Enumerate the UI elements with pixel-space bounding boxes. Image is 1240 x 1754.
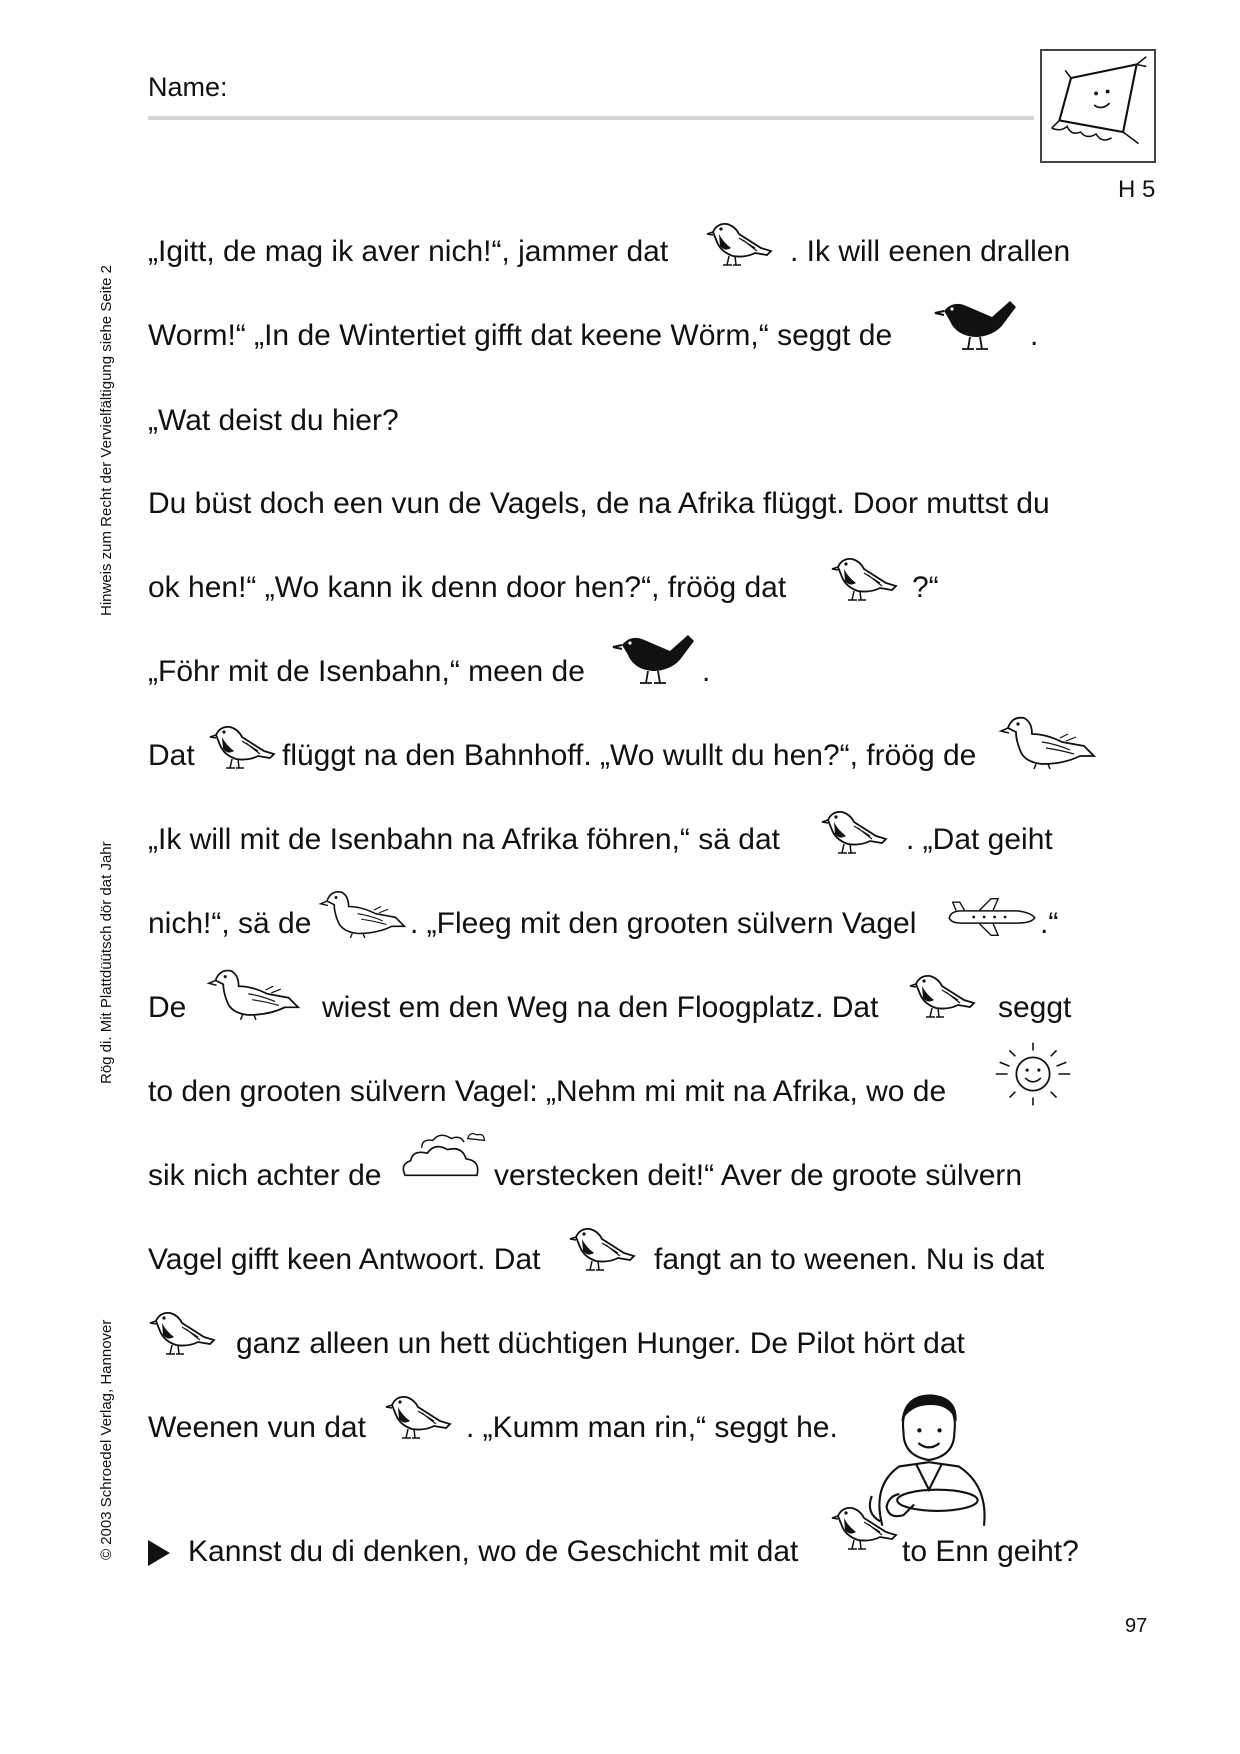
story-text: . Ik will eenen drallen: [790, 235, 1071, 268]
story-text: fangt an to weenen. Nu is dat: [654, 1243, 1045, 1276]
story-text: „Föhr mit de Isenbahn,“ meen de: [148, 655, 585, 688]
task-arrow-icon: [148, 1540, 170, 1566]
story-text: Dat: [148, 739, 195, 772]
story-text: nich!“, sä de: [148, 907, 312, 940]
task-text: Kannst du di denken, wo de Geschicht mit dat: [188, 1535, 799, 1568]
story-text: Du büst doch een vun de Vagels, de na Afrika flüggt. Door muttst du: [148, 487, 1050, 520]
dove-icon: [318, 878, 408, 944]
cloud-icon: [396, 1124, 488, 1188]
story-text: .“: [1040, 907, 1059, 940]
blackbird-icon: [612, 627, 702, 687]
name-label: Name:: [148, 72, 228, 102]
story-text: ?“: [912, 571, 939, 604]
copyright: © 2003 Schroedel Verlag, Hannover: [98, 1319, 115, 1560]
page-number: 97: [1125, 1615, 1148, 1637]
story-text: .: [1030, 319, 1039, 352]
kite-logo: [1040, 49, 1156, 163]
name-write-line: [148, 116, 1034, 120]
robin-icon: [820, 806, 890, 856]
robin-icon: [568, 1222, 638, 1274]
sheet-code: H 5: [1118, 176, 1156, 203]
story-text: sik nich achter de: [148, 1159, 382, 1192]
blackbird-icon: [934, 293, 1024, 353]
robin-icon: [148, 1306, 218, 1358]
book-title: Rög di. Mit Plattdüütsch dör dat Jahr: [98, 841, 115, 1084]
robin-icon: [384, 1390, 454, 1442]
story-text: Worm!“ „In de Wintertiet gifft dat keene Wörm,“ seggt de: [148, 319, 893, 352]
story-text: „Ik will mit de Isenbahn na Afrika föhren,“ sä dat: [148, 823, 780, 856]
robin-icon: [830, 553, 900, 603]
robin-icon: [908, 970, 978, 1020]
story-text: .: [702, 655, 711, 688]
robin-icon: [208, 720, 278, 772]
airplane-icon: [944, 894, 1040, 940]
story-text: Vagel gifft keen Antwoort. Dat: [148, 1243, 541, 1276]
story-text: wiest em den Weg na den Floogplatz. Dat: [322, 991, 879, 1024]
story-text: De: [148, 991, 187, 1024]
story-text: . „Kumm man rin,“ seggt he.: [466, 1411, 838, 1444]
dove-icon: [998, 704, 1098, 774]
robin-icon: [705, 218, 775, 268]
story-text: ganz alleen un hett düchtigen Hunger. De Pilot hört dat: [236, 1327, 965, 1360]
story-text: . „Dat geiht: [906, 823, 1053, 856]
rights-hint: Hinweis zum Recht der Vervielfältigung siehe Seite 2: [98, 264, 115, 616]
dove-icon: [206, 958, 302, 1024]
robin-icon: [830, 1500, 900, 1554]
story-text: Weenen vun dat: [148, 1411, 366, 1444]
story-text: verstecken deit!“ Aver de groote sülvern: [494, 1159, 1023, 1192]
story-text: to den grooten sülvern Vagel: „Nehm mi mit na Afrika, wo de: [148, 1075, 947, 1108]
story-text: . „Fleeg mit den grooten sülvern Vagel: [410, 907, 917, 940]
story-text: flüggt na den Bahnhoff. „Wo wullt du hen?“, fröög de: [282, 739, 977, 772]
task-text: to Enn geiht?: [902, 1535, 1079, 1568]
story-text: ok hen!“ „Wo kann ik denn door hen?“, fröög dat: [148, 571, 787, 604]
sun-icon: [984, 1034, 1082, 1114]
story-text: „Igitt, de mag ik aver nich!“, jammer dat: [148, 235, 669, 268]
story-text: „Wat deist du hier?: [148, 404, 399, 437]
story-text: seggt: [998, 991, 1072, 1024]
